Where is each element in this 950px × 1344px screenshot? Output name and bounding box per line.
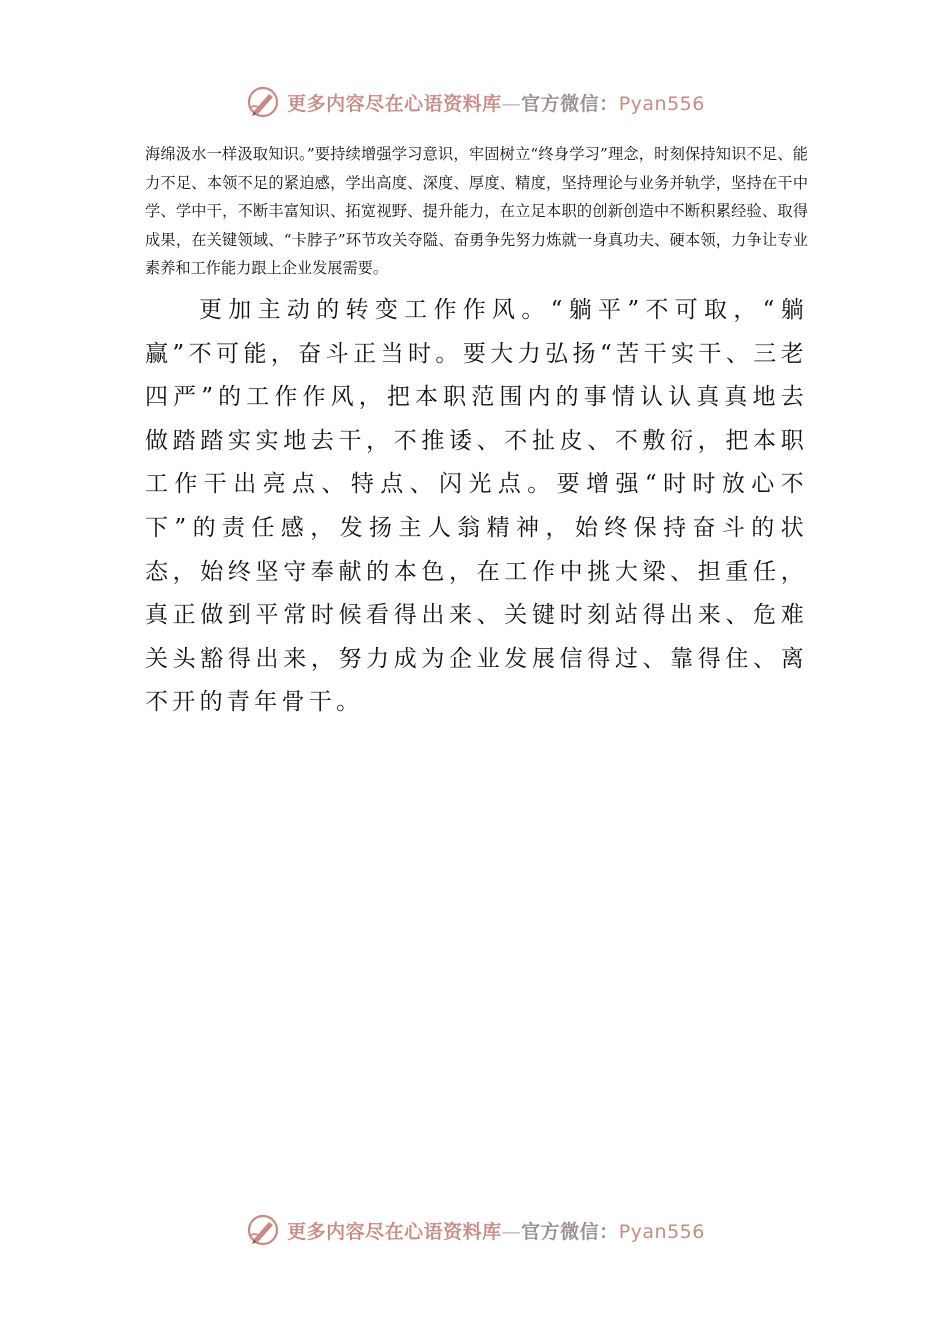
- header-watermark: [0, 82, 950, 122]
- pen-logo-icon: [245, 84, 281, 120]
- paragraph-work-style: 更加主动的转变工作作风。“躺平”不可取，“躺赢”不可能，奋斗正当时。要大力弘扬“苦干实干、三老四严”的工作作风，把本职范围内的事情认认真真地去做踏踏实实地去干，不推诿、不扯皮、不敷衍，把本职工作干出亮点、特点、闪光点。要增强“时时放心不下”的责任感，发扬主人翁精神，始终保持奋斗的状态，始终坚守奉献的本色，在工作中挑大梁、担重任，真正做到平常时候看得出来、关键时刻站得出来、危难关头豁得出来，努力成为企业发展信得过、靠得住、离不开的青年骨干。: [145, 296, 808, 716]
- watermark-label: 官方微信：: [521, 1220, 619, 1243]
- watermark-account: Pyan556: [618, 92, 705, 115]
- watermark-text: [287, 1217, 705, 1244]
- watermark-account: Pyan556: [618, 1220, 705, 1243]
- watermark-separator: —: [501, 92, 522, 115]
- watermark-group: [245, 1212, 705, 1248]
- watermark-text: [287, 89, 705, 116]
- watermark-label: 官方微信：: [521, 92, 619, 115]
- paragraph-study: 海绵汲水一样汲取知识。”要持续增强学习意识，牢固树立“终身学习”理念，时刻保持知识不足、能力不足、本领不足的紧迫感，学出高度、深度、厚度、精度，坚持理论与业务并轨学，坚持在干中学、学中干，不断丰富知识、拓宽视野、提升能力，在立足本职的创新创造中不断积累经验、取得成果，在关键领域、“卡脖子”环节攻关夺隘、奋勇争先努力炼就一身真功夫、硬本领，力争让专业素养和工作能力跟上企业发展需要。: [145, 145, 808, 278]
- footer-watermark: [0, 1210, 950, 1250]
- watermark-site: 更多内容尽在心语资料库: [287, 1220, 502, 1243]
- watermark-group: [245, 84, 705, 120]
- pen-logo-icon: [245, 1212, 281, 1248]
- watermark-separator: —: [501, 1220, 522, 1243]
- watermark-site: 更多内容尽在心语资料库: [287, 92, 502, 115]
- document-body: [145, 140, 808, 725]
